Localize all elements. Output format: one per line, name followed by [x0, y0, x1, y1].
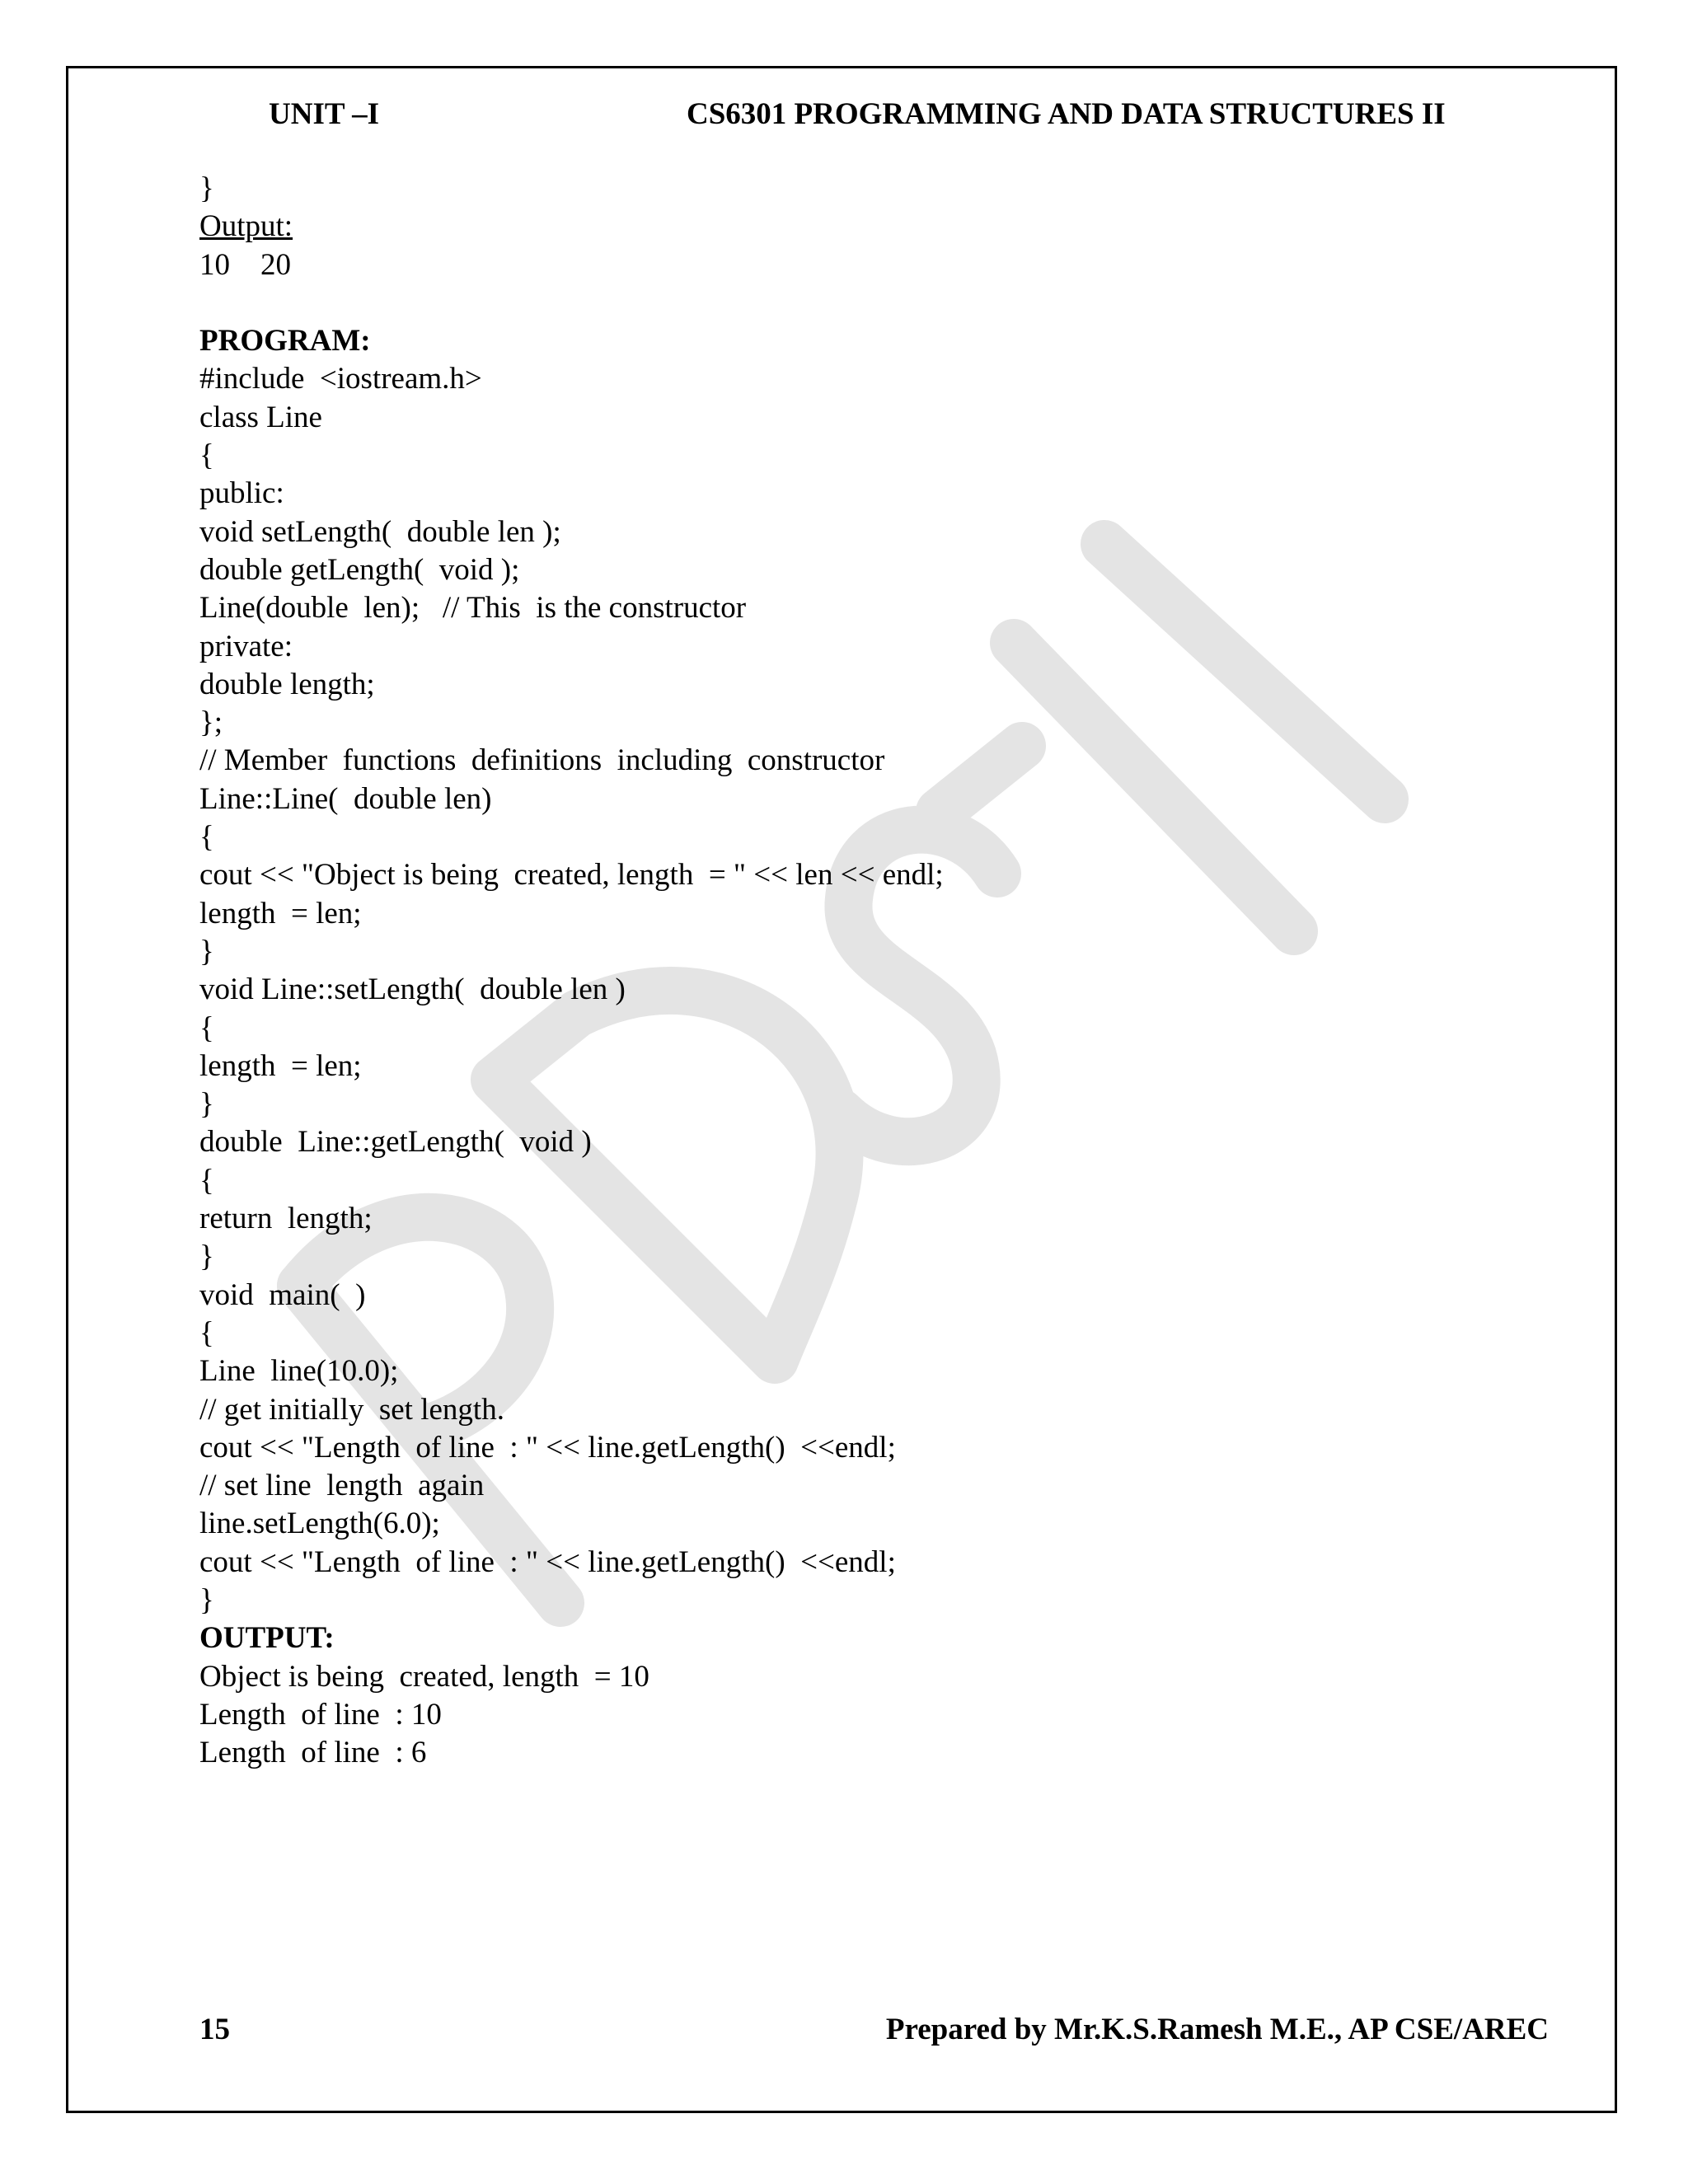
blank-line	[199, 284, 1535, 322]
text-line: #include <iostream.h>	[199, 362, 482, 396]
text-line: Length of line : 10	[199, 1697, 442, 1732]
unit-label: UNIT –I	[269, 97, 379, 131]
text-line: {	[199, 1163, 214, 1197]
text-line: double getLength( void );	[199, 552, 520, 587]
text-line: class Line	[199, 400, 322, 434]
text-line: {	[199, 1315, 214, 1350]
section-heading: PROGRAM:	[199, 324, 371, 359]
text-line: cout << "Length of line : " << line.getLength() <<endl;	[199, 1544, 896, 1579]
text-line: };	[199, 705, 223, 740]
text-line: cout << "Object is being created, length = " << len << endl;	[199, 858, 944, 893]
page-body	[199, 170, 1535, 1772]
text-line: return length;	[199, 1202, 373, 1236]
text-line: }	[199, 1087, 214, 1122]
text-line: {	[199, 820, 214, 855]
page-number: 15	[199, 2013, 230, 2046]
text-line: void setLength( double len );	[199, 514, 561, 549]
text-line: public:	[199, 476, 284, 511]
text-line: // get initially set length.	[199, 1392, 504, 1427]
course-title: CS6301 PROGRAMMING AND DATA STRUCTURES II	[687, 97, 1446, 131]
text-line: // set line length again	[199, 1469, 485, 1503]
text-line: }	[199, 1240, 214, 1274]
text-line: }	[199, 934, 214, 968]
text-line: Length of line : 6	[199, 1736, 427, 1770]
text-line: Line(double len); // This is the constructor	[199, 591, 747, 626]
text-line: Object is being created, length = 10	[199, 1659, 649, 1694]
text-line: {	[199, 1010, 214, 1045]
section-heading: OUTPUT:	[199, 1621, 335, 1656]
text-line: Line::Line( double len)	[199, 781, 492, 816]
text-line: length = len;	[199, 1048, 362, 1083]
text-line: // Member functions definitions including constructor	[199, 743, 885, 778]
text-line: double Line::getLength( void )	[199, 1125, 592, 1160]
text-line: }	[199, 1582, 214, 1617]
text-line: length = len;	[199, 896, 362, 930]
text-line: 10 20	[199, 247, 291, 282]
text-line: private:	[199, 629, 293, 663]
text-line: Output:	[199, 209, 293, 244]
text-line: void Line::setLength( double len )	[199, 972, 626, 1007]
text-line: Line line(10.0);	[199, 1354, 399, 1389]
text-line: double length;	[199, 667, 375, 701]
text-line: void main( )	[199, 1277, 366, 1312]
author-credit: Prepared by Mr.K.S.Ramesh M.E., AP CSE/AREC	[885, 2013, 1549, 2046]
text-line: {	[199, 438, 214, 473]
text-line: cout << "Length of line : " << line.getLength() <<endl;	[199, 1430, 896, 1465]
text-line: }	[199, 171, 214, 205]
text-line: line.setLength(6.0);	[199, 1507, 440, 1541]
